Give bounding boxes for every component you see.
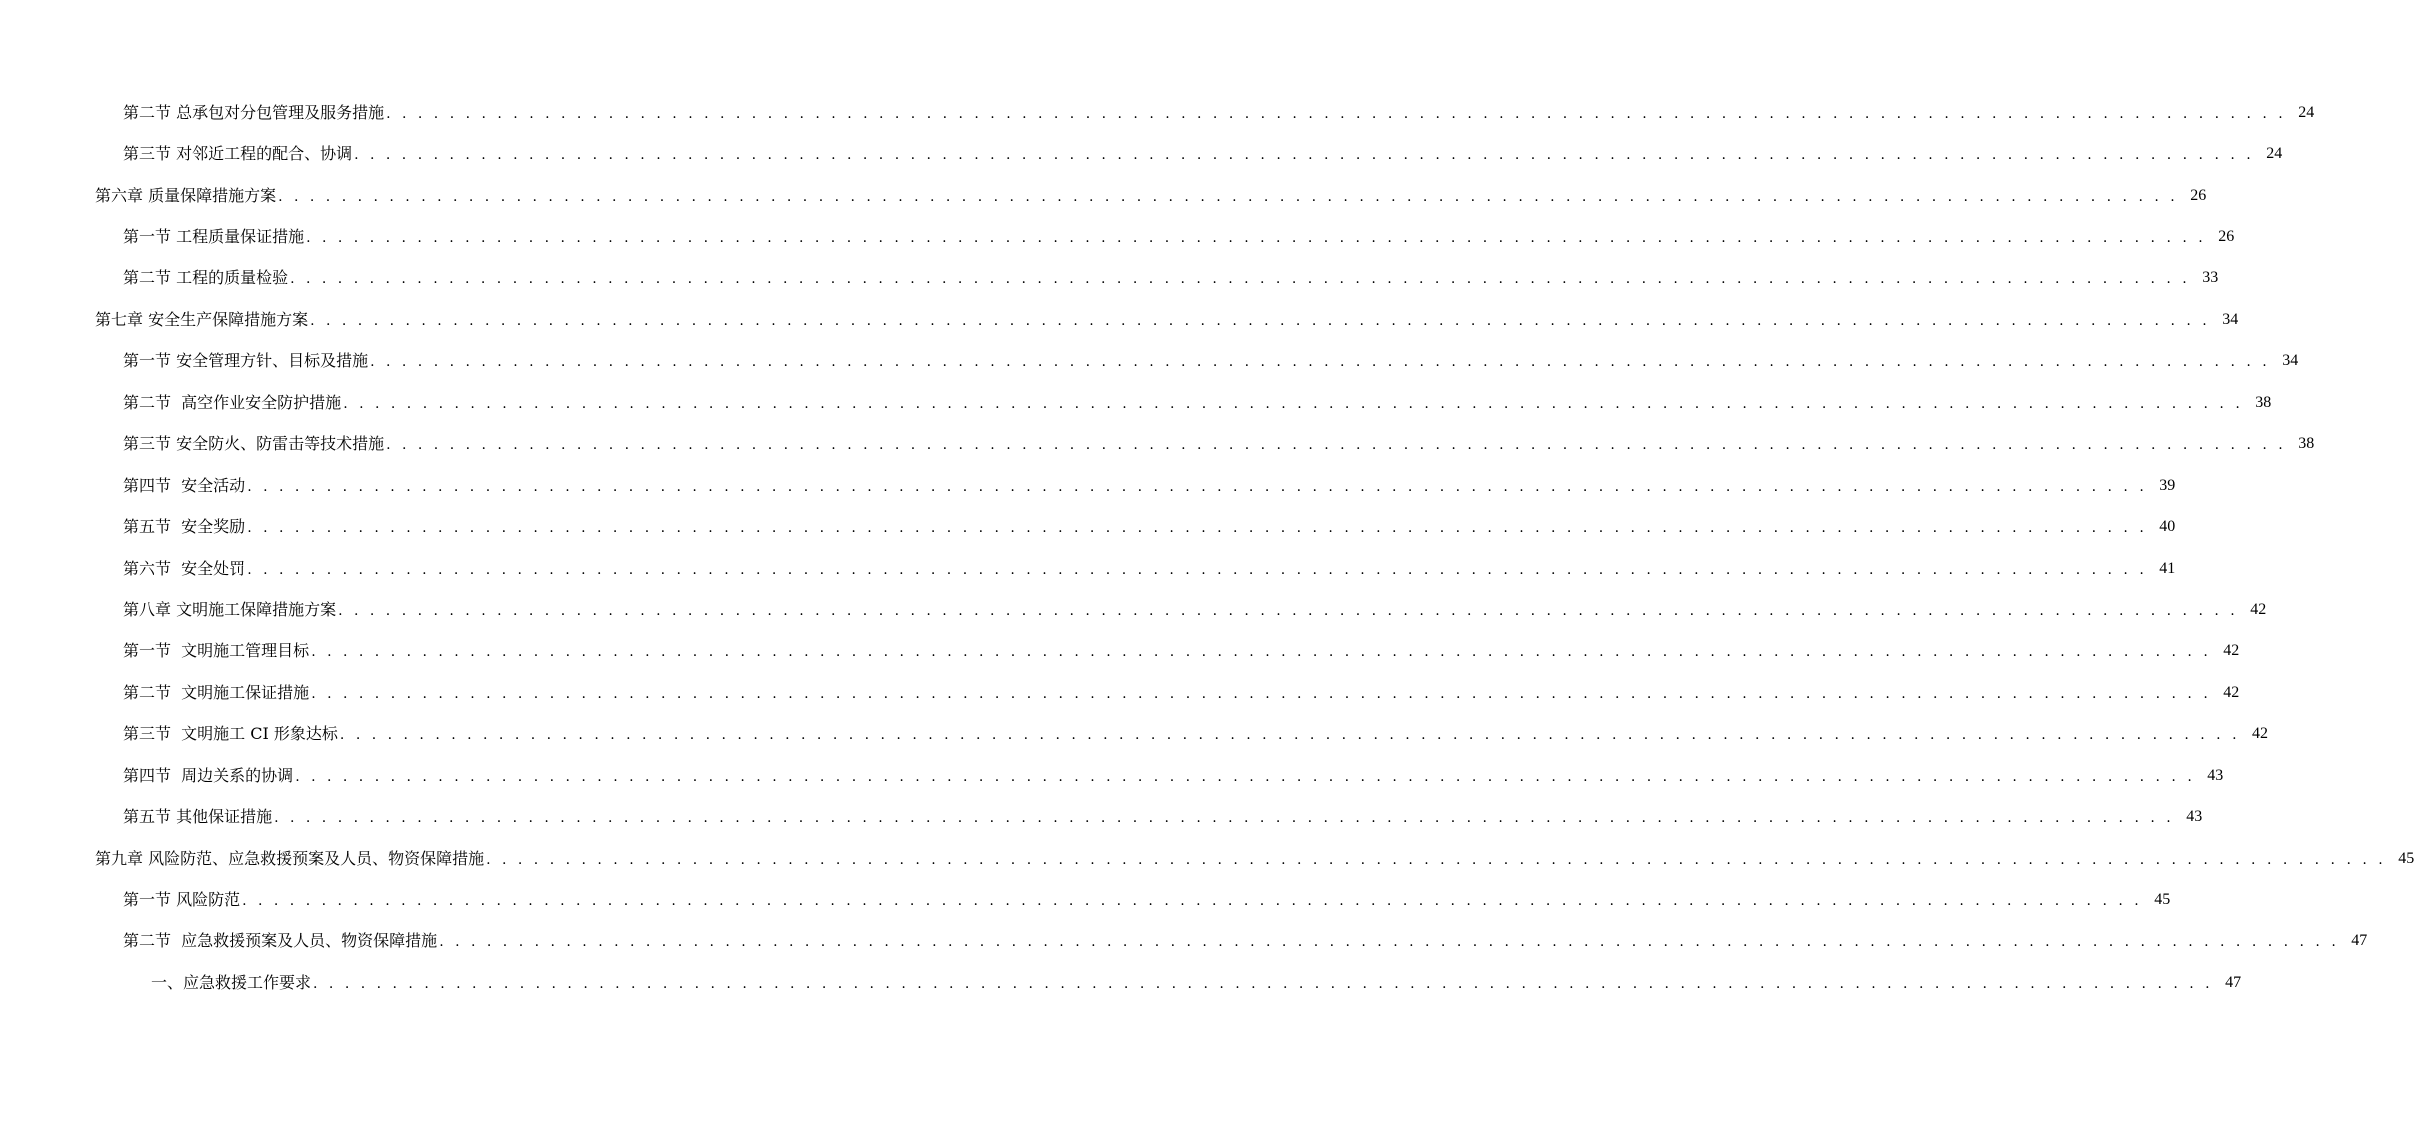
toc-page-number: 45	[2154, 891, 2171, 909]
toc-page-number: 42	[2223, 683, 2240, 701]
toc-page-number: 38	[2255, 393, 2272, 411]
toc-entry[interactable]	[0, 962, 2242, 1003]
toc-entry-title: 第五节 安全奖励	[123, 517, 246, 537]
toc-leader-dots: . . . . . . . . . . . . . . . . . . . . . . . . . . . . . . . . . . . . . . . . . . . . . . . . . . . . . . . . . . . . . . . . . . . . . . . . . . . . . . . . . . . . . . . . . . . . . . . . . . . . . . . . . . . . . . . . . . . . . . . .	[306, 230, 2207, 247]
toc-entry[interactable]	[0, 714, 2269, 755]
toc-page-number: 34	[2222, 310, 2239, 328]
toc-entry-title: 一、应急救援工作要求	[151, 972, 312, 992]
toc-leader-dots: . . . . . . . . . . . . . . . . . . . . . . . . . . . . . . . . . . . . . . . . . . . . . . . . . . . . . . . . . . . . . . . . . . . . . . . . . . . . . . . . . . . . . . . . . . . . . . . . . . . . . . . . . . . . . . . . . . . . . . . .	[486, 851, 2387, 868]
toc-entry-title: 第六节 安全处罚	[123, 558, 246, 578]
toc-leader-dots: . . . . . . . . . . . . . . . . . . . . . . . . . . . . . . . . . . . . . . . . . . . . . . . . . . . . . . . . . . . . . . . . . . . . . . . . . . . . . . . . . . . . . . . . . . . . . . . . . . . . . . . . . . . . . . . . . . . . . . . .	[310, 312, 2211, 329]
toc-page-number: 45	[2398, 849, 2414, 867]
toc-leader-dots: . . . . . . . . . . . . . . . . . . . . . . . . . . . . . . . . . . . . . . . . . . . . . . . . . . . . . . . . . . . . . . . . . . . . . . . . . . . . . . . . . . . . . . . . . . . . . . . . . . . . . . . . . . . . . . . . . . . . . . . .	[386, 437, 2287, 454]
toc-entry-title: 第九章 风险防范、应急救援预案及人员、物资保障措施	[95, 848, 485, 868]
toc-leader-dots: . . . . . . . . . . . . . . . . . . . . . . . . . . . . . . . . . . . . . . . . . . . . . . . . . . . . . . . . . . . . . . . . . . . . . . . . . . . . . . . . . . . . . . . . . . . . . . . . . . . . . . . . . . . . . . . . . . . . . . . .	[290, 271, 2191, 288]
toc-entry[interactable]	[0, 133, 2283, 174]
toc-entry-title: 第二节 总承包对分包管理及服务措施	[123, 102, 385, 122]
toc-leader-dots: . . . . . . . . . . . . . . . . . . . . . . . . . . . . . . . . . . . . . . . . . . . . . . . . . . . . . . . . . . . . . . . . . . . . . . . . . . . . . . . . . . . . . . . . . . . . . . . . . . . . . . . . . . . . . . . . . . . . . . . .	[278, 188, 2179, 205]
toc-entry[interactable]	[0, 382, 2272, 423]
toc-entry[interactable]	[0, 838, 2414, 879]
toc-entry[interactable]	[0, 299, 2239, 340]
toc-page-number: 40	[2159, 518, 2176, 536]
toc-page-number: 24	[2298, 103, 2315, 121]
toc-entry[interactable]	[0, 341, 2299, 382]
toc-page-number: 42	[2223, 642, 2240, 660]
toc-entry-title: 第六章 质量保障措施方案	[95, 185, 277, 205]
toc-page-number: 26	[2218, 228, 2235, 246]
toc-entry-title: 第三节 文明施工 CI 形象达标	[123, 724, 338, 744]
toc-leader-dots: . . . . . . . . . . . . . . . . . . . . . . . . . . . . . . . . . . . . . . . . . . . . . . . . . . . . . . . . . . . . . . . . . . . . . . . . . . . . . . . . . . . . . . . . . . . . . . . . . . . . . . . . . . . . . . . . . . . . . . . .	[247, 478, 2148, 495]
toc-entry-title: 第一节 风险防范	[123, 890, 241, 910]
toc-entry-title: 第二节 文明施工保证措施	[123, 682, 310, 702]
toc-leader-dots: . . . . . . . . . . . . . . . . . . . . . . . . . . . . . . . . . . . . . . . . . . . . . . . . . . . . . . . . . . . . . . . . . . . . . . . . . . . . . . . . . . . . . . . . . . . . . . . . . . . . . . . . . . . . . . . . . . . . . . . .	[247, 561, 2148, 578]
toc-entry[interactable]	[0, 796, 2203, 837]
toc-entry[interactable]	[0, 92, 2315, 133]
toc-entry[interactable]	[0, 506, 2176, 547]
toc-entry-title: 第四节 周边关系的协调	[123, 765, 294, 785]
toc-page-number: 42	[2252, 725, 2269, 743]
toc-entry-title: 第二节 高空作业安全防护措施	[123, 392, 342, 412]
toc-page-number: 43	[2186, 808, 2203, 826]
toc-entry-title: 第四节 安全活动	[123, 475, 246, 495]
toc-entry-title: 第二节 工程的质量检验	[123, 268, 289, 288]
toc-entry-title: 第八章 文明施工保障措施方案	[123, 599, 337, 619]
toc-leader-dots: . . . . . . . . . . . . . . . . . . . . . . . . . . . . . . . . . . . . . . . . . . . . . . . . . . . . . . . . . . . . . . . . . . . . . . . . . . . . . . . . . . . . . . . . . . . . . . . . . . . . . . . . . . . . . . . . . . . . . . . .	[247, 520, 2148, 537]
toc-leader-dots: . . . . . . . . . . . . . . . . . . . . . . . . . . . . . . . . . . . . . . . . . . . . . . . . . . . . . . . . . . . . . . . . . . . . . . . . . . . . . . . . . . . . . . . . . . . . . . . . . . . . . . . . . . . . . . . . . . . . . . . .	[370, 354, 2271, 371]
toc-leader-dots: . . . . . . . . . . . . . . . . . . . . . . . . . . . . . . . . . . . . . . . . . . . . . . . . . . . . . . . . . . . . . . . . . . . . . . . . . . . . . . . . . . . . . . . . . . . . . . . . . . . . . . . . . . . . . . . . . . . . . . . .	[338, 602, 2239, 619]
toc-leader-dots: . . . . . . . . . . . . . . . . . . . . . . . . . . . . . . . . . . . . . . . . . . . . . . . . . . . . . . . . . . . . . . . . . . . . . . . . . . . . . . . . . . . . . . . . . . . . . . . . . . . . . . . . . . . . . . . . . . . . . . . .	[339, 727, 2241, 744]
toc-leader-dots: . . . . . . . . . . . . . . . . . . . . . . . . . . . . . . . . . . . . . . . . . . . . . . . . . . . . . . . . . . . . . . . . . . . . . . . . . . . . . . . . . . . . . . . . . . . . . . . . . . . . . . . . . . . . . . . . . . . . . . . .	[311, 685, 2212, 702]
toc-leader-dots: . . . . . . . . . . . . . . . . . . . . . . . . . . . . . . . . . . . . . . . . . . . . . . . . . . . . . . . . . . . . . . . . . . . . . . . . . . . . . . . . . . . . . . . . . . . . . . . . . . . . . . . . . . . . . . . . . . . . . . . .	[354, 147, 2255, 164]
toc-entry[interactable]	[0, 424, 2315, 465]
toc-leader-dots: . . . . . . . . . . . . . . . . . . . . . . . . . . . . . . . . . . . . . . . . . . . . . . . . . . . . . . . . . . . . . . . . . . . . . . . . . . . . . . . . . . . . . . . . . . . . . . . . . . . . . . . . . . . . . . . . . . . . . . . .	[439, 934, 2340, 951]
toc-page-number: 34	[2282, 352, 2299, 370]
toc-page-number: 24	[2266, 145, 2283, 163]
toc-page-number: 39	[2159, 476, 2176, 494]
toc-entry[interactable]	[0, 755, 2224, 796]
toc-entry-title: 第一节 工程质量保证措施	[123, 227, 305, 247]
toc-leader-dots: . . . . . . . . . . . . . . . . . . . . . . . . . . . . . . . . . . . . . . . . . . . . . . . . . . . . . . . . . . . . . . . . . . . . . . . . . . . . . . . . . . . . . . . . . . . . . . . . . . . . . . . . . . . . . . . . . . . . . . . .	[274, 810, 2175, 827]
toc-leader-dots: . . . . . . . . . . . . . . . . . . . . . . . . . . . . . . . . . . . . . . . . . . . . . . . . . . . . . . . . . . . . . . . . . . . . . . . . . . . . . . . . . . . . . . . . . . . . . . . . . . . . . . . . . . . . . . . . . . . . . . . .	[242, 893, 2143, 910]
toc-entry-title: 第三节 对邻近工程的配合、协调	[123, 144, 353, 164]
toc-page-number: 33	[2202, 269, 2219, 287]
toc-leader-dots: . . . . . . . . . . . . . . . . . . . . . . . . . . . . . . . . . . . . . . . . . . . . . . . . . . . . . . . . . . . . . . . . . . . . . . . . . . . . . . . . . . . . . . . . . . . . . . . . . . . . . . . . . . . . . . . . . . . . . . . .	[311, 644, 2212, 661]
toc-page-number: 47	[2351, 932, 2368, 950]
toc-entry-title: 第二节 应急救援预案及人员、物资保障措施	[123, 931, 438, 951]
toc-page-number: 42	[2250, 600, 2267, 618]
toc-entry[interactable]	[0, 879, 2171, 920]
toc-entry[interactable]	[0, 175, 2207, 216]
toc-entry-title: 第一节 安全管理方针、目标及措施	[123, 351, 369, 371]
toc-entry[interactable]	[0, 589, 2267, 630]
toc-leader-dots: . . . . . . . . . . . . . . . . . . . . . . . . . . . . . . . . . . . . . . . . . . . . . . . . . . . . . . . . . . . . . . . . . . . . . . . . . . . . . . . . . . . . . . . . . . . . . . . . . . . . . . . . . . . . . . . . . . . . . . . .	[386, 105, 2287, 122]
toc-entry[interactable]	[0, 672, 2240, 713]
toc-entry-title: 第七章 安全生产保障措施方案	[95, 309, 309, 329]
toc-entry[interactable]	[0, 921, 2368, 962]
toc-page-number: 47	[2225, 973, 2242, 991]
toc-entry[interactable]	[0, 631, 2240, 672]
toc-entry[interactable]	[0, 548, 2176, 589]
toc-entry[interactable]	[0, 465, 2176, 506]
table-of-contents	[0, 92, 2414, 1004]
toc-page-number: 41	[2159, 559, 2176, 577]
toc-page-number: 43	[2207, 766, 2224, 784]
toc-leader-dots: . . . . . . . . . . . . . . . . . . . . . . . . . . . . . . . . . . . . . . . . . . . . . . . . . . . . . . . . . . . . . . . . . . . . . . . . . . . . . . . . . . . . . . . . . . . . . . . . . . . . . . . . . . . . . . . . . . . . . . . .	[295, 768, 2196, 785]
toc-entry-title: 第五节 其他保证措施	[123, 807, 273, 827]
toc-page-number: 26	[2190, 186, 2207, 204]
toc-entry-title: 第一节 文明施工管理目标	[123, 641, 310, 661]
toc-entry[interactable]	[0, 216, 2235, 257]
toc-entry[interactable]	[0, 258, 2219, 299]
toc-leader-dots: . . . . . . . . . . . . . . . . . . . . . . . . . . . . . . . . . . . . . . . . . . . . . . . . . . . . . . . . . . . . . . . . . . . . . . . . . . . . . . . . . . . . . . . . . . . . . . . . . . . . . . . . . . . . . . . . . . . . . . . .	[343, 395, 2244, 412]
toc-leader-dots: . . . . . . . . . . . . . . . . . . . . . . . . . . . . . . . . . . . . . . . . . . . . . . . . . . . . . . . . . . . . . . . . . . . . . . . . . . . . . . . . . . . . . . . . . . . . . . . . . . . . . . . . . . . . . . . . . . . . . . . .	[313, 975, 2214, 992]
toc-page-number: 38	[2298, 435, 2315, 453]
toc-entry-title: 第三节 安全防火、防雷击等技术措施	[123, 434, 385, 454]
